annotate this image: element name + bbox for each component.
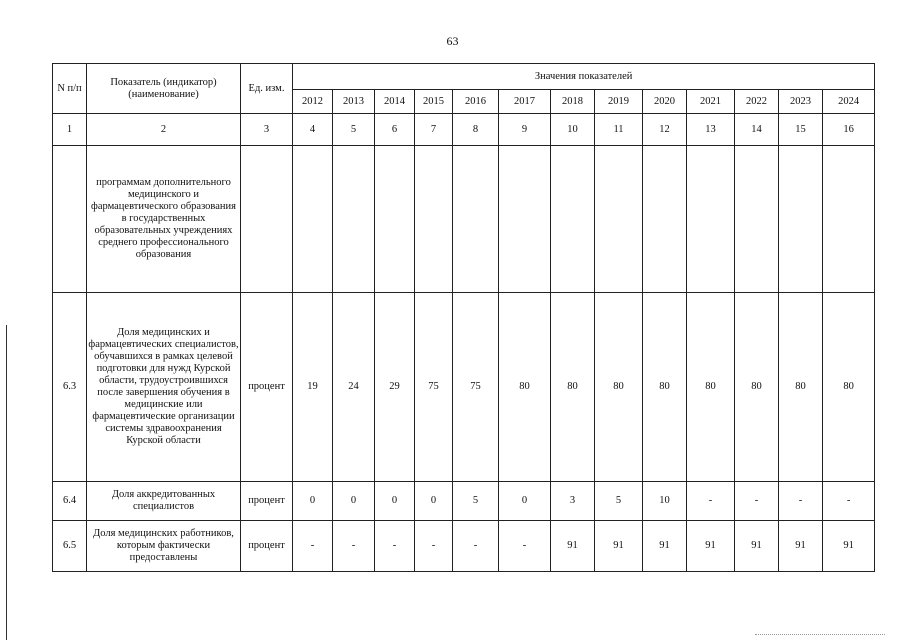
value-2017: -: [499, 521, 551, 572]
year-header-2016: 2016: [453, 90, 499, 114]
values-group-header: Значения показателей: [293, 64, 875, 90]
table-row: [53, 482, 875, 521]
value-2022: [735, 146, 779, 293]
column-number: 1: [53, 114, 87, 146]
table-row: [53, 146, 875, 293]
indicator-name: Доля аккредитованных специалистов: [87, 482, 241, 521]
value-2018: 91: [551, 521, 595, 572]
column-number: 12: [643, 114, 687, 146]
value-2021: -: [687, 482, 735, 521]
value-2018: 3: [551, 482, 595, 521]
value-2023: 91: [779, 521, 823, 572]
value-2022: 91: [735, 521, 779, 572]
indicator-name: Доля медицинских и фармацевтических специалистов, обучавшихся в рамках целевой подготовки для нужд Курской области, трудоустроившихся после завершения обучения в медицинские или фармацевтические организации системы здравоохранения Курской области: [87, 293, 241, 482]
row-number: 6.4: [53, 482, 87, 521]
value-2024: -: [823, 482, 875, 521]
table-row: [53, 521, 875, 572]
value-2016: -: [453, 521, 499, 572]
value-2019: 80: [595, 293, 643, 482]
value-2013: 24: [333, 293, 375, 482]
year-header-2021: 2021: [687, 90, 735, 114]
value-2015: -: [415, 521, 453, 572]
indicator-name: Доля медицинских работников, которым фактически предоставлены: [87, 521, 241, 572]
value-2019: 91: [595, 521, 643, 572]
row-number: 6.5: [53, 521, 87, 572]
value-2019: [595, 146, 643, 293]
value-2024: 80: [823, 293, 875, 482]
value-2012: [293, 146, 333, 293]
year-header-2017: 2017: [499, 90, 551, 114]
column-number: 14: [735, 114, 779, 146]
value-2021: 80: [687, 293, 735, 482]
scan-artifact: [755, 634, 885, 636]
column-number: 5: [333, 114, 375, 146]
row-number: [53, 146, 87, 293]
unit-col-header: Ед. изм.: [241, 64, 293, 114]
row-number: 6.3: [53, 293, 87, 482]
column-number: 9: [499, 114, 551, 146]
value-2020: 91: [643, 521, 687, 572]
year-header-2020: 2020: [643, 90, 687, 114]
value-2015: [415, 146, 453, 293]
value-2014: 29: [375, 293, 415, 482]
margin-rule: [6, 325, 7, 640]
column-number: 7: [415, 114, 453, 146]
value-2023: 80: [779, 293, 823, 482]
unit-cell: процент: [241, 293, 293, 482]
value-2023: [779, 146, 823, 293]
column-number: 16: [823, 114, 875, 146]
value-2012: 0: [293, 482, 333, 521]
value-2016: 5: [453, 482, 499, 521]
num-col-header: N п/п: [53, 64, 87, 114]
year-header-2013: 2013: [333, 90, 375, 114]
column-number: 11: [595, 114, 643, 146]
value-2024: 91: [823, 521, 875, 572]
value-2021: 91: [687, 521, 735, 572]
value-2017: 80: [499, 293, 551, 482]
year-header-2022: 2022: [735, 90, 779, 114]
unit-cell: [241, 146, 293, 293]
year-header-2014: 2014: [375, 90, 415, 114]
header-row-1: [53, 64, 875, 90]
value-2014: -: [375, 521, 415, 572]
column-number: 8: [453, 114, 499, 146]
value-2013: [333, 146, 375, 293]
column-number: 2: [87, 114, 241, 146]
value-2012: 19: [293, 293, 333, 482]
column-number: 4: [293, 114, 333, 146]
unit-cell: процент: [241, 521, 293, 572]
value-2020: 10: [643, 482, 687, 521]
year-header-2018: 2018: [551, 90, 595, 114]
value-2019: 5: [595, 482, 643, 521]
value-2016: 75: [453, 293, 499, 482]
year-header-2015: 2015: [415, 90, 453, 114]
page-number: 63: [446, 34, 459, 48]
value-2015: 0: [415, 482, 453, 521]
year-header-2023: 2023: [779, 90, 823, 114]
year-header-2019: 2019: [595, 90, 643, 114]
year-header-2024: 2024: [823, 90, 875, 114]
value-2013: -: [333, 521, 375, 572]
year-header-2012: 2012: [293, 90, 333, 114]
value-2024: [823, 146, 875, 293]
value-2016: [453, 146, 499, 293]
value-2020: [643, 146, 687, 293]
value-2018: [551, 146, 595, 293]
value-2012: -: [293, 521, 333, 572]
value-2021: [687, 146, 735, 293]
value-2013: 0: [333, 482, 375, 521]
indicator-col-header: Показатель (индикатор) (наименование): [87, 64, 241, 114]
value-2014: [375, 146, 415, 293]
indicators-table: [52, 63, 875, 572]
value-2015: 75: [415, 293, 453, 482]
value-2014: 0: [375, 482, 415, 521]
column-number: 10: [551, 114, 595, 146]
table-row: [53, 293, 875, 482]
column-number: 6: [375, 114, 415, 146]
column-number: 3: [241, 114, 293, 146]
column-number-row: [53, 114, 875, 146]
value-2018: 80: [551, 293, 595, 482]
value-2023: -: [779, 482, 823, 521]
value-2020: 80: [643, 293, 687, 482]
value-2017: [499, 146, 551, 293]
value-2022: 80: [735, 293, 779, 482]
column-number: 13: [687, 114, 735, 146]
column-number: 15: [779, 114, 823, 146]
value-2022: -: [735, 482, 779, 521]
unit-cell: процент: [241, 482, 293, 521]
value-2017: 0: [499, 482, 551, 521]
indicator-name: программам дополнительного медицинского и фармацевтического образования в государственных образовательных учреждениях среднего профессионального образования: [87, 146, 241, 293]
